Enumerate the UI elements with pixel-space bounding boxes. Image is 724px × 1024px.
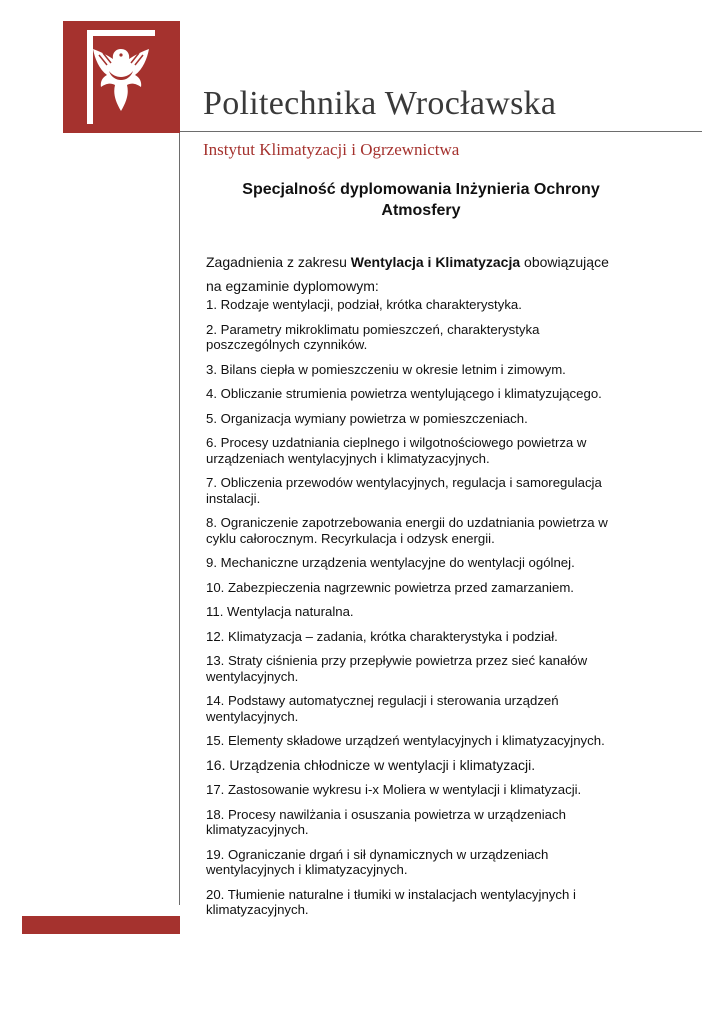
- topics-list: [206, 297, 626, 927]
- list-item: 12. Klimatyzacja – zadania, krótka charakterystyka i podział.: [206, 628, 558, 644]
- list-item: 11. Wentylacja naturalna.: [206, 604, 354, 619]
- list-item: 20. Tłumienie naturalne i tłumiki w instalacjach wentylacyjnych i klimatyzacyjnych.: [206, 886, 576, 917]
- list-item: 3. Bilans ciepła w pomieszczeniu w okresie letnim i zimowym.: [206, 361, 566, 377]
- list-item: 6. Procesy uzdatniania cieplnego i wilgotnościowego powietrza w urządzeniach wentylacyjnych i klimatyzacyjnych.: [206, 435, 587, 466]
- eagle-emblem-icon: [63, 21, 180, 133]
- list-item: 15. Elementy składowe urządzeń wentylacyjnych i klimatyzacyjnych.: [206, 733, 605, 748]
- intro-subject: Wentylacja i Klimatyzacja: [350, 254, 521, 270]
- intro-paragraph: [206, 250, 626, 298]
- university-logo: [63, 21, 180, 133]
- institute-name: Instytut Klimatyzacji i Ogrzewnictwa: [203, 140, 460, 159]
- vertical-divider: [179, 133, 180, 905]
- list-item: 17. Zastosowanie wykresu i-x Moliera w wentylacji i klimatyzacji.: [206, 782, 582, 797]
- footer-bar: [22, 916, 180, 934]
- intro-suffix: obowiązujące na egzaminie dyplomowym:: [206, 254, 609, 294]
- list-item: 2. Parametry mikroklimatu pomieszczeń, charakterystyka poszczególnych czynników.: [206, 321, 540, 352]
- list-item: 7. Obliczenia przewodów wentylacyjnych, regulacja i samoregulacja instalacji.: [206, 475, 602, 506]
- document-title: Specjalność dyplomowania Inżynieria Ochrony Atmosfery: [242, 181, 600, 219]
- list-item: 9. Mechaniczne urządzenia wentylacyjne do wentylacji ogólnej.: [206, 555, 575, 570]
- header-divider: [180, 131, 702, 132]
- list-item: 18. Procesy nawilżania i osuszania powietrza w urządzeniach klimatyzacyjnych.: [206, 806, 566, 837]
- list-item: 8. Ograniczenie zapotrzebowania energii do uzdatniania powietrza w cyklu całorocznym. Recyrkulacja i odzysk energii.: [206, 515, 608, 546]
- intro-prefix: Zagadnienia z zakresu: [206, 254, 351, 270]
- list-item: 19. Ograniczanie drgań i sił dynamicznych w urządzeniach wentylacyjnych i klimatyzacyjnych.: [206, 846, 549, 877]
- list-item: 5. Organizacja wymiany powietrza w pomieszczeniach.: [206, 410, 528, 426]
- list-item: 14. Podstawy automatycznej regulacji i sterowania urządzeń wentylacyjnych.: [206, 693, 559, 724]
- list-item: 1. Rodzaje wentylacji, podział, krótka charakterystyka.: [206, 297, 522, 312]
- list-item: 13. Straty ciśnienia przy przepływie powietrza przez sieć kanałów wentylacyjnych.: [206, 653, 588, 684]
- list-item: 10. Zabezpieczenia nagrzewnic powietrza przed zamarzaniem.: [206, 579, 574, 595]
- university-name: Politechnika Wrocławska: [203, 85, 557, 122]
- list-item: 4. Obliczanie strumienia powietrza wentylującego i klimatyzującego.: [206, 386, 602, 401]
- list-item: 16. Urządzenia chłodnicze w wentylacji i klimatyzacji.: [206, 756, 536, 773]
